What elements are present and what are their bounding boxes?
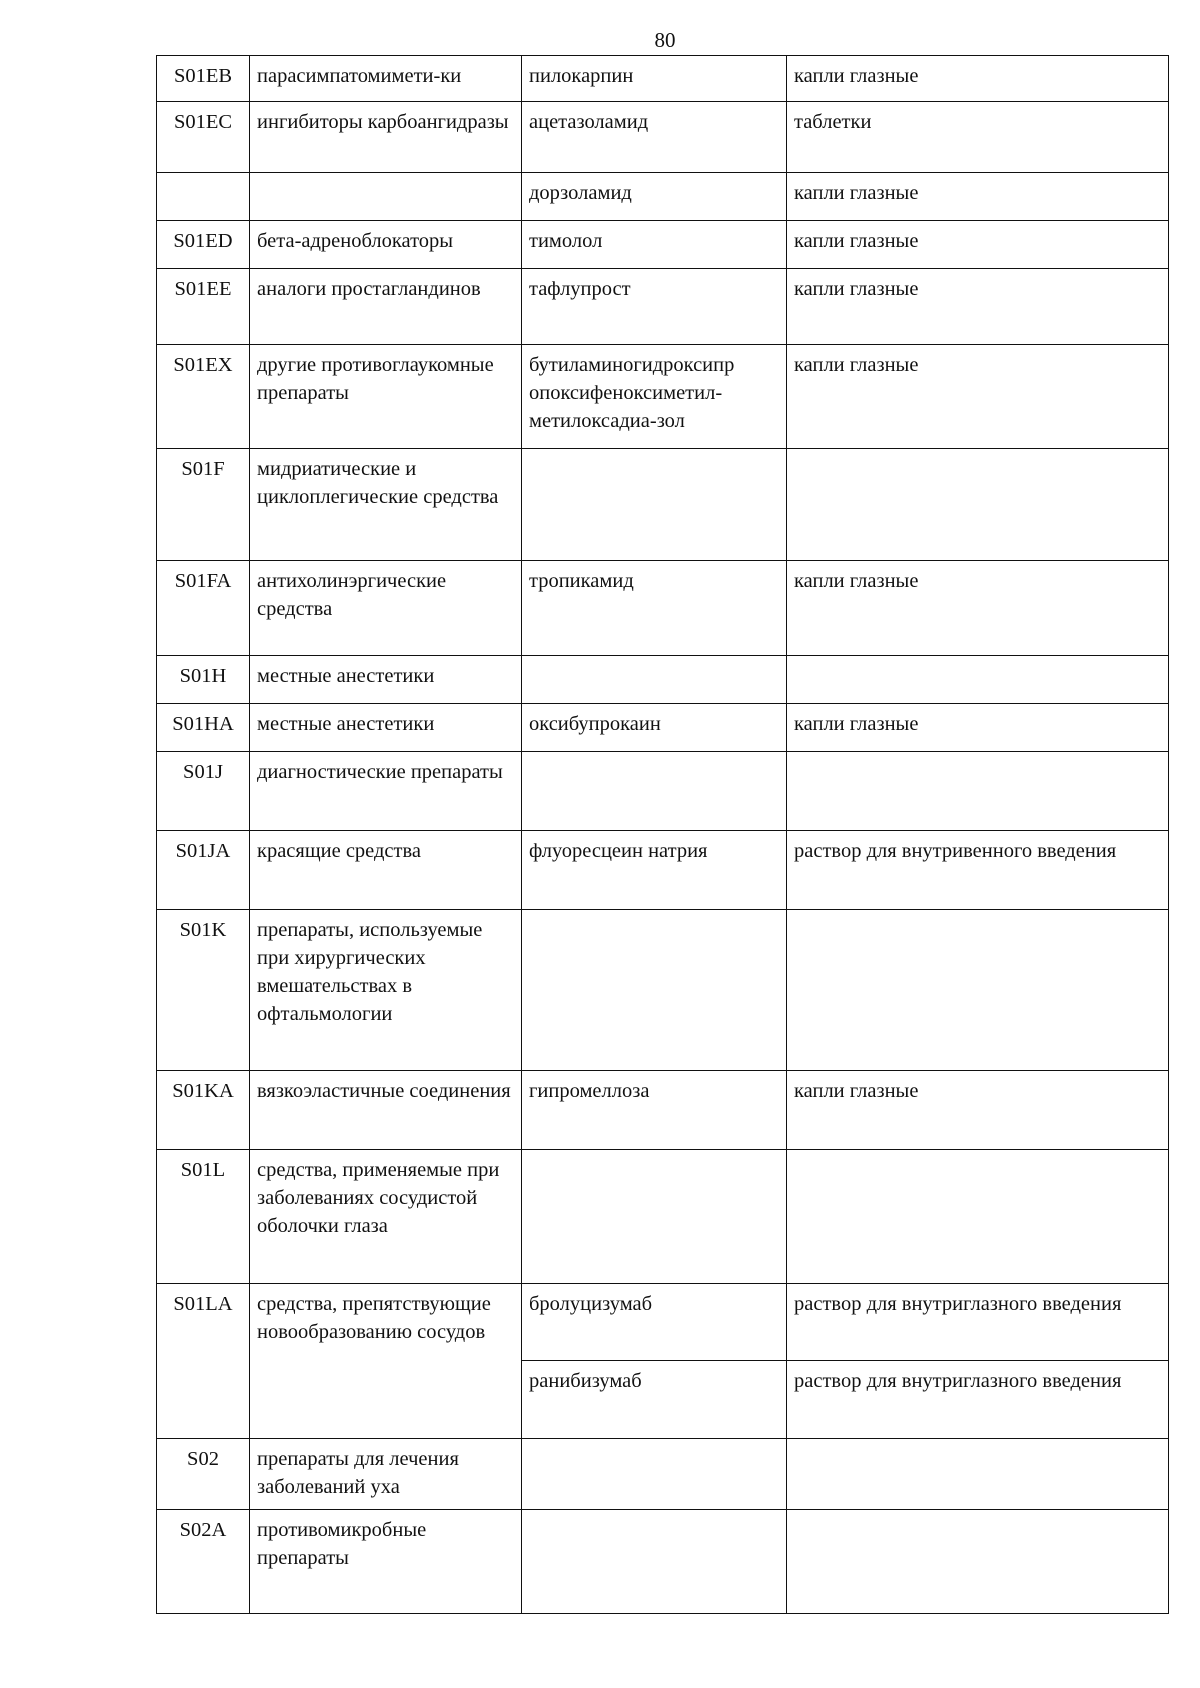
page-number: 80: [654, 28, 676, 52]
table-row: [157, 173, 1169, 221]
dosage-form: капли глазные: [787, 561, 1169, 656]
group-name: парасимпатомимети-ки: [250, 56, 522, 102]
dosage-form: [787, 449, 1169, 561]
drug-name: [522, 752, 787, 831]
group-name: [250, 173, 522, 221]
dosage-form: раствор для внутривенного введения: [787, 831, 1169, 910]
group-name: красящие средства: [250, 831, 522, 910]
drug-name: [522, 1510, 787, 1614]
atc-code: S01EC: [157, 102, 250, 173]
dosage-form: раствор для внутриглазного введения: [787, 1361, 1169, 1439]
group-name: ингибиторы карбоангидразы: [250, 102, 522, 173]
table-row: [157, 1150, 1169, 1284]
dosage-form: таблетки: [787, 102, 1169, 173]
table-row: [157, 102, 1169, 173]
drug-name: пилокарпин: [522, 56, 787, 102]
drug-name: [522, 910, 787, 1071]
drug-name: оксибупрокаин: [522, 704, 787, 752]
dosage-form: [787, 1150, 1169, 1284]
table-row: [157, 1510, 1169, 1614]
drug-name: бролуцизумаб: [522, 1284, 787, 1361]
table-row: [157, 345, 1169, 449]
dosage-form: капли глазные: [787, 221, 1169, 269]
atc-code: S01LA: [157, 1284, 250, 1439]
drug-name: [522, 1150, 787, 1284]
table-row: [157, 221, 1169, 269]
atc-code: S01K: [157, 910, 250, 1071]
drug-name: ранибизумаб: [522, 1361, 787, 1439]
atc-code: S02A: [157, 1510, 250, 1614]
group-name: вязкоэластичные соединения: [250, 1071, 522, 1150]
atc-code: S01FA: [157, 561, 250, 656]
dosage-form: капли глазные: [787, 345, 1169, 449]
group-name: мидриатические и циклоплегические средства: [250, 449, 522, 561]
group-name: средства, препятствующие новообразованию сосудов: [250, 1284, 522, 1439]
dosage-form: капли глазные: [787, 704, 1169, 752]
dosage-form: капли глазные: [787, 1071, 1169, 1150]
atc-code: S01F: [157, 449, 250, 561]
table-row: [157, 704, 1169, 752]
dosage-form: капли глазные: [787, 56, 1169, 102]
dosage-form: капли глазные: [787, 269, 1169, 345]
atc-code: [157, 173, 250, 221]
drug-name: бутиламиногидроксипр опоксифеноксиметил-метилоксадиа-зол: [522, 345, 787, 449]
table-row: [157, 449, 1169, 561]
dosage-form: раствор для внутриглазного введения: [787, 1284, 1169, 1361]
dosage-form: [787, 1439, 1169, 1510]
table-row: [157, 1284, 1169, 1361]
table-row: [157, 752, 1169, 831]
drug-name: гипромеллоза: [522, 1071, 787, 1150]
table-row: [157, 656, 1169, 704]
table-row: [157, 1439, 1169, 1510]
group-name: противомикробные препараты: [250, 1510, 522, 1614]
group-name: препараты для лечения заболеваний уха: [250, 1439, 522, 1510]
group-name: другие противоглаукомные препараты: [250, 345, 522, 449]
atc-code: S01J: [157, 752, 250, 831]
drug-table: [156, 55, 1169, 1614]
drug-name: [522, 656, 787, 704]
atc-code: S01HA: [157, 704, 250, 752]
dosage-form: [787, 752, 1169, 831]
group-name: препараты, используемые при хирургических вмешательствах в офтальмологии: [250, 910, 522, 1071]
table-row: [157, 910, 1169, 1071]
atc-code: S01JA: [157, 831, 250, 910]
group-name: бета-адреноблокаторы: [250, 221, 522, 269]
dosage-form: [787, 656, 1169, 704]
drug-name: [522, 1439, 787, 1510]
table-row: [157, 56, 1169, 102]
drug-name: флуоресцеин натрия: [522, 831, 787, 910]
atc-code: S01EB: [157, 56, 250, 102]
atc-code: S01ED: [157, 221, 250, 269]
atc-code: S01KA: [157, 1071, 250, 1150]
table-row: [157, 269, 1169, 345]
group-name: диагностические препараты: [250, 752, 522, 831]
group-name: местные анестетики: [250, 656, 522, 704]
drug-name: ацетазоламид: [522, 102, 787, 173]
atc-code: S02: [157, 1439, 250, 1510]
drug-name: [522, 449, 787, 561]
drug-name: тимолол: [522, 221, 787, 269]
atc-code: S01L: [157, 1150, 250, 1284]
dosage-form: капли глазные: [787, 173, 1169, 221]
table-row: [157, 1071, 1169, 1150]
dosage-form: [787, 910, 1169, 1071]
table-row: [157, 561, 1169, 656]
group-name: средства, применяемые при заболеваниях сосудистой оболочки глаза: [250, 1150, 522, 1284]
group-name: аналоги простагландинов: [250, 269, 522, 345]
atc-code: S01H: [157, 656, 250, 704]
group-name: антихолинэргические средства: [250, 561, 522, 656]
group-name: местные анестетики: [250, 704, 522, 752]
drug-name: дорзоламид: [522, 173, 787, 221]
dosage-form: [787, 1510, 1169, 1614]
atc-code: S01EE: [157, 269, 250, 345]
table-row: [157, 831, 1169, 910]
atc-code: S01EX: [157, 345, 250, 449]
drug-name: тафлупрост: [522, 269, 787, 345]
drug-name: тропикамид: [522, 561, 787, 656]
